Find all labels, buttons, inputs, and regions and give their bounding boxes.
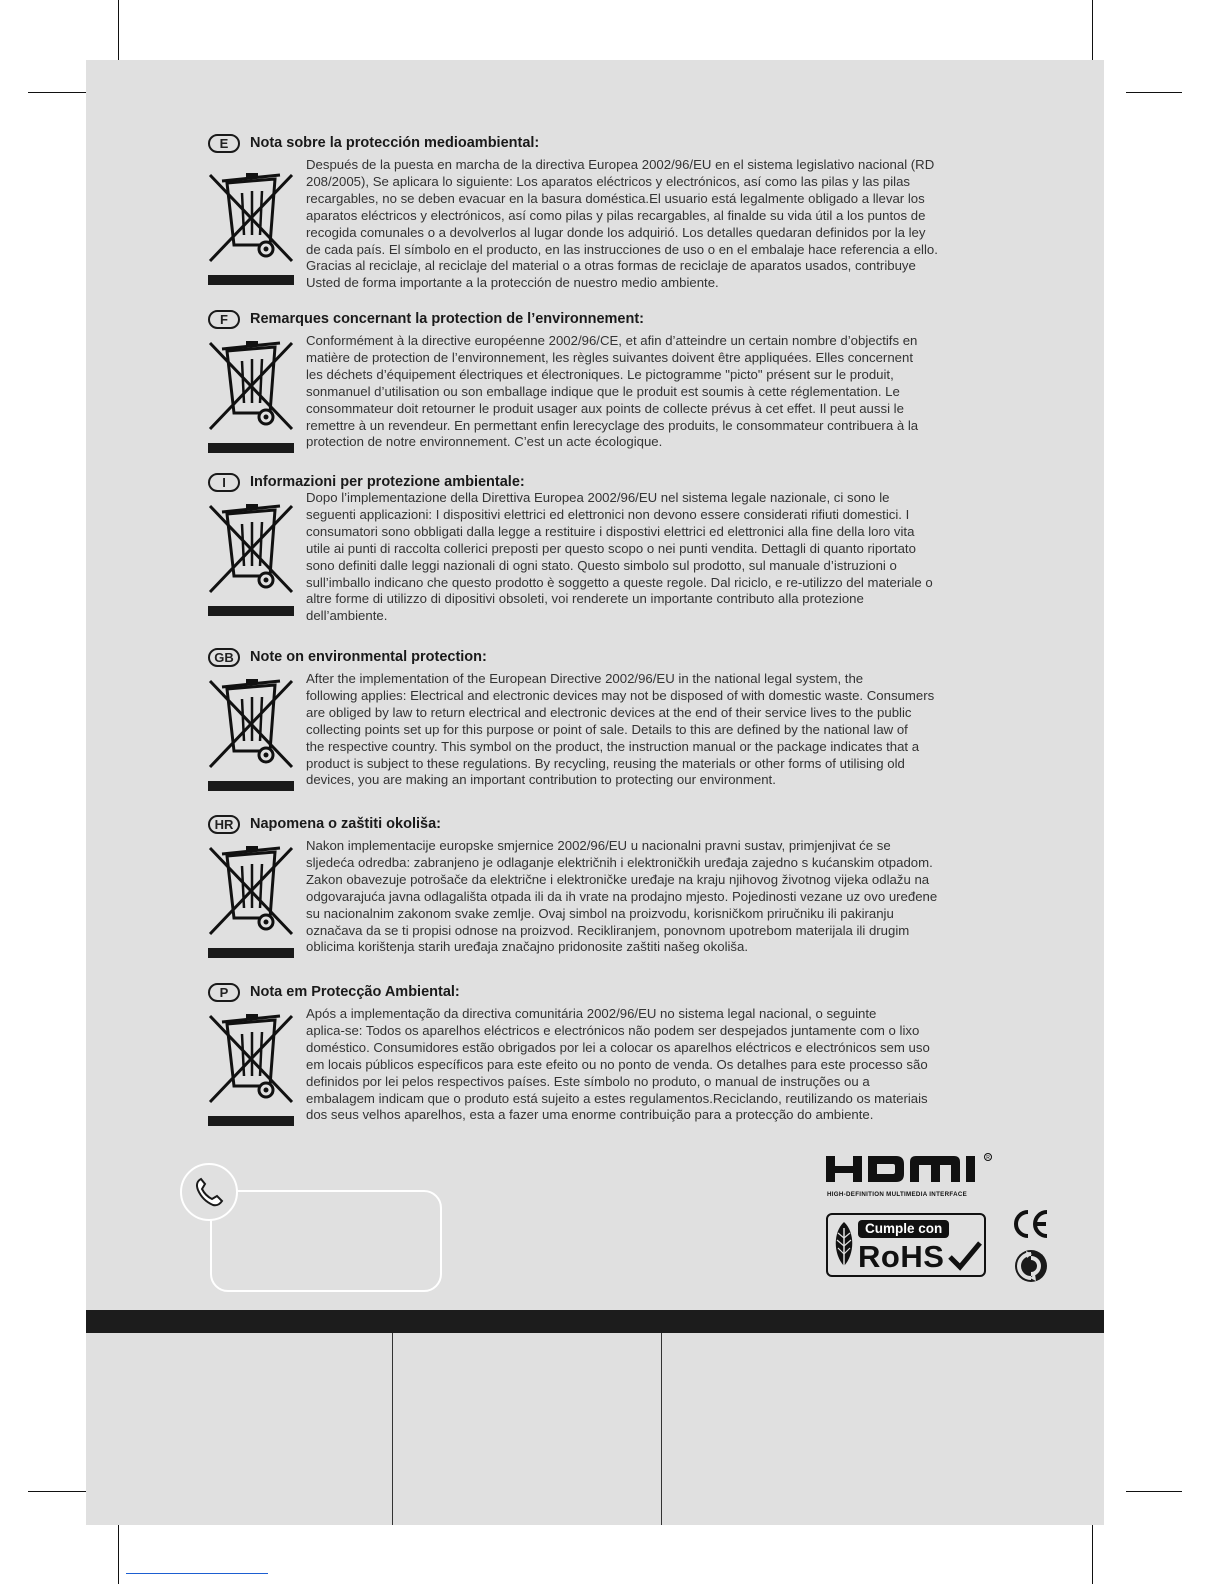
section-text: Após a implementação da directiva comunitária 2002/96/EU no sistema legal nacional, o seguinte aplica-se: Todos os aparelhos eléctricos e electrónicos não podem ser despejados juntamente com o lixo doméstico. Consumidores estão obrigados por lei a colocar os aparelhos eléctricos e electrónicos sem uso em locais públicos específicos para este efeito ou no ponto de venda. Os detalhes para este processo são definidos por lei pelos respectivos países. Este símbolo no produto, o manual de instruções ou a embalagem indicam que o produto está sujeito a estes regulamentos.Reciclando, reutilizando os materiais dos seus velhos aparelhos, esta a fazer uma enorme contribuição para a protecção do ambiente. [306, 1006, 930, 1123]
contact-box [210, 1190, 442, 1292]
hdmi-wordmark-icon [826, 1152, 998, 1186]
language-badge: GB [208, 648, 240, 667]
crop-mark [1092, 0, 1093, 60]
section-title: Informazioni per protezione ambientale: [250, 474, 525, 490]
blue-underline [126, 1573, 268, 1574]
section-hr [208, 812, 978, 960]
leaf-icon [831, 1220, 857, 1272]
section-text: Después de la puesta en marcha de la directiva Europea 2002/96/EU en el sistema legislativo nacional (RD 208/2005), Se aplicara lo siguiente: Los aparatos eléctricos y electrónicos, así como las pilas y las pilas recargables, no se deben evacuar en la basura doméstica.El usuario está legalmente obligado a llevar los aparatos eléctricos y electrónicos, así como pilas y pilas recargables, al finalde su vida útil a los puntos de recogida comunales o a devolverlos al lugar donde los adquirió. Los detalles quedaran definidos por la ley de cada país. El símbolo en el producto, en las instrucciones de uso o en el embalaje hace referencia a ello. Gracias al reciclaje, al reciclaje del material o a otras formas de reciclaje de aparatos usados, contribuye Usted de forma importante a la protección de nuestro medio ambiente. [306, 157, 938, 291]
section-pt [208, 980, 978, 1128]
crop-mark [1126, 1491, 1182, 1492]
language-badge: HR [208, 815, 240, 834]
rohs-wordmark: RoHS [858, 1239, 945, 1274]
footer-bar [86, 1310, 1104, 1333]
section-title: Note on environmental protection: [250, 649, 487, 665]
weee-bin-icon [208, 1006, 294, 1128]
phone-icon [180, 1163, 238, 1221]
crop-mark [1092, 1525, 1093, 1584]
section-gb [208, 645, 978, 793]
weee-bin-icon [208, 838, 294, 960]
section-text: Dopo l’implementazione della Direttiva Europea 2002/96/EU nel sistema legale nazionale, ci sono le seguenti applicazioni: I dispositivi elettrici ed elettronici non devono essere considerati rifiuti domestici. I consumatori sono obbligati dalla legge a restituire i dispostivi elettrici ed elettronici alla fine della loro vita utile ai punti di raccolta collerici preposti per questo scopo o nei punti vendita. Dettagli di quanto riportato sono definiti dalle leggi nazionali di ogni stato. Questo simbolo sul prodotto, sul manuale d’istruzioni o sull’imballo indicano che questo prodotto è soggetto a queste regole. Dal riciclo, e re-utilizzo del materiale o altre forme di utilizzo di dipositivi obsoleti, voi renderete un importante contributo alla protezione dell’ambiente. [306, 490, 933, 624]
weee-bin-icon [208, 671, 294, 793]
crop-mark [1126, 92, 1182, 93]
section-text: After the implementation of the European Directive 2002/96/EU in the national legal system, the following applies: Electrical and electronic devices may not be disposed of with domestic waste. Consumers are obliged by law to return electrical and electronic devices at the end of their service lives to the public collecting points set up for this purpose or point of sale. Details to this are defined by the national law of the respective country. This symbol on the product, the instruction manual or the package indicates that a product is subject to these regulations. By recycling, reusing the materials or other forms of utilising old devices, you are making an important contribution to protecting our environment. [306, 671, 935, 788]
weee-bin-icon [208, 333, 294, 455]
ce-mark [1011, 1208, 1051, 1244]
column-divider [661, 1333, 662, 1525]
section-title: Napomena o zaštiti okoliša: [250, 816, 441, 832]
svg-text:R: R [986, 1155, 990, 1161]
hdmi-tagline: HIGH-DEFINITION MULTIMEDIA INTERFACE [827, 1191, 968, 1198]
hdmi-logo [826, 1152, 998, 1198]
section-fr [208, 307, 978, 455]
ce-mark-icon [1011, 1208, 1051, 1240]
section-text: Nakon implementacije europske smjernice 2002/96/EU u nacionalni pravni sustav, primjenjivat će se sljedeća odredba: zabranjeno je odlaganje električnih i elektroničkih uređaja zajedno s kućanskim otpadom. Zakon obavezuje potrošače da električne i elektroničke uređaje na kraju njihovog životnog vijeka odlažu na odgovarajuća javna odlagališta otpada ili da ih vrate na prodajno mjesto. Pojedinosti vezane uz ovo uređene su nacionalnim zakonom svake zemlje. Ovaj simbol na proizvodu, korisničkom priručniku ili pakiranju označava da se ti propisi odnose na proizvod. Recikliranjem, ponovnom upotrebom materijala ili drugim oblicima korištenja starih uređaja značajno pridonosite zaštiti našeg okoliša. [306, 838, 938, 955]
language-badge: P [208, 983, 240, 1002]
column-divider [392, 1333, 393, 1525]
crop-mark [118, 0, 119, 60]
section-title: Nota em Protecção Ambiental: [250, 984, 460, 1000]
green-dot-recycling-icon [1014, 1249, 1048, 1287]
rohs-logo [826, 1213, 986, 1277]
weee-bin-icon [208, 490, 294, 625]
rohs-compliance-label: Cumple con [858, 1220, 949, 1238]
weee-bin-icon [208, 157, 294, 292]
section-text: Conformément à la directive européenne 2002/96/CE, et afin d’atteindre un certain nombre d’objectifs en matière de protection de l’environnement, les règles suivantes doivent être appliquées. Elles concernent les déchets d’équipement électriques et électroniques. Le pictogramme "picto" présent sur le produit, sonmanuel d’utilisation ou son emballage indique que le produit est soumis à cette réglementation. Le consommateur doit retourner le produit usager aux points de collecte prévus à cet effet. Il peut aussi le remettre à un revendeur. En permettant enfin lerecyclage des produits, le consommateur contribuera à la protection de notre environnement. C’est un acte écologique. [306, 333, 919, 450]
crop-mark [28, 1491, 86, 1492]
crop-mark [118, 1525, 119, 1584]
crop-mark [28, 92, 86, 93]
checkmark-icon [948, 1241, 982, 1271]
language-badge: E [208, 134, 240, 153]
section-title: Remarques concernant la protection de l’environnement: [250, 311, 644, 327]
section-es [208, 131, 978, 292]
section-title: Nota sobre la protección medioambiental: [250, 135, 540, 151]
language-badge: F [208, 310, 240, 329]
section-it [208, 470, 978, 625]
language-badge: I [208, 473, 240, 492]
